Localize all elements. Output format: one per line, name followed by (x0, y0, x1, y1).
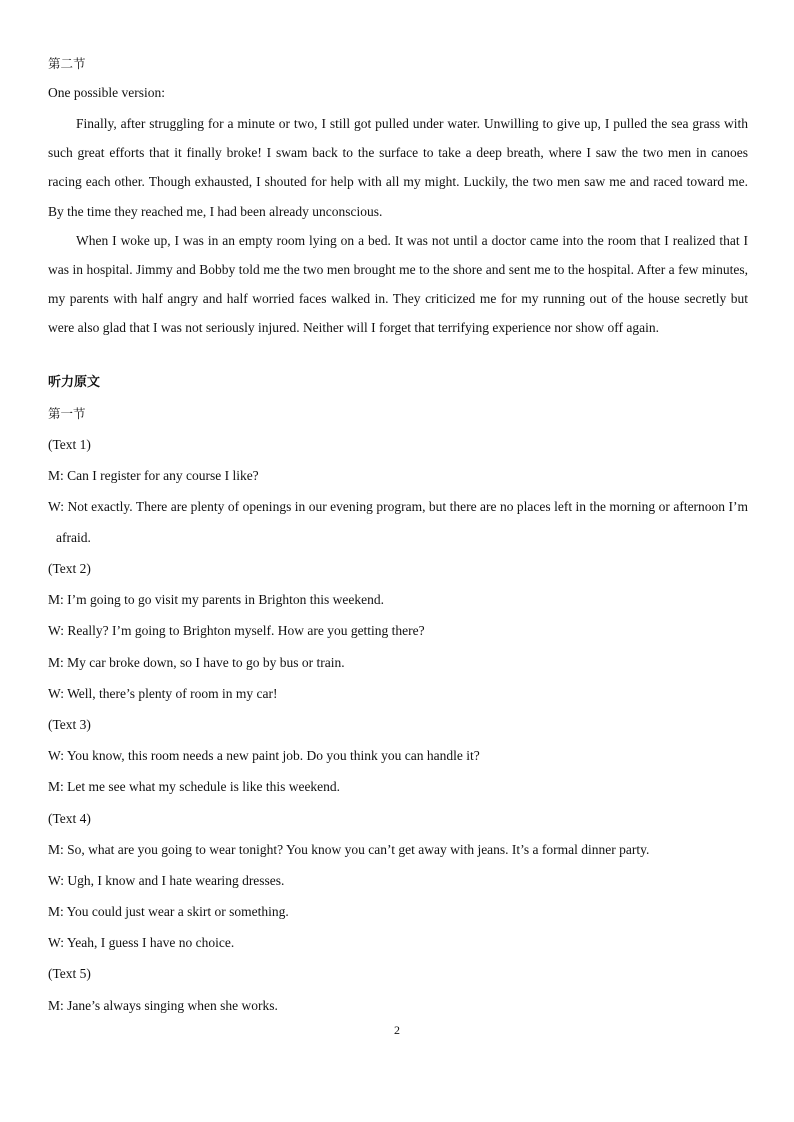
transcript-line: M: You could just wear a skirt or something. (48, 904, 289, 920)
document-page (48, 52, 748, 1021)
transcript-line: (Text 1) (48, 436, 91, 452)
transcript-line: W: Really? I’m going to Brighton myself. How are you getting there? (48, 623, 425, 639)
essay-paragraph-1: Finally, after struggling for a minute or two, I still got pulled under water. Unwilling to give up, I pulled the sea grass with such great efforts that it finally broke! I swam back to the surface to take a deep breath, where I saw the two men in canoes racing each other. Though exhausted, I shouted for help with all my might. Luckily, the two men saw me and raced toward me. By the time they reached me, I had been already unconscious. (48, 116, 748, 219)
transcript-line: (Text 5) (48, 966, 91, 982)
essay-paragraph-2: When I woke up, I was in an empty room lying on a bed. It was not until a doctor came into the room that I realized that I was in hospital. Jimmy and Bobby told me the two men brought me to the shore and sent me to the hospital. After a few minutes, my parents with half angry and half worried faces walked in. They criticized me for my running out of the house secretly but were also glad that I was not seriously injured. Neither will I forget that terrifying experience nor show off again. (48, 232, 748, 336)
intro-line: One possible version: (48, 85, 165, 100)
transcript-line: M: Can I register for any course I like? (48, 467, 259, 483)
transcript-line: M: So, what are you going to wear tonight? You know you can’t get away with jeans. It’s a formal dinner party. (48, 841, 650, 857)
page-number: 2 (394, 1023, 400, 1037)
spacer (48, 343, 748, 367)
transcript-line: M: My car broke down, so I have to go by bus or train. (48, 654, 345, 670)
transcript-line: (Text 3) (48, 716, 91, 732)
section-label-part1: 第一节 (48, 405, 86, 421)
transcript-line: W: Well, there’s plenty of room in my car! (48, 685, 278, 701)
section-label-part2: 第二节 (48, 56, 86, 71)
transcript-line: W: Yeah, I guess I have no choice. (48, 935, 235, 951)
transcript-line: M: Jane’s always singing when she works. (48, 997, 278, 1013)
transcript-heading: 听力原文 (48, 374, 101, 390)
transcript-line: M: Let me see what my schedule is like this weekend. (48, 779, 341, 795)
transcript-line: W: You know, this room needs a new paint job. Do you think you can handle it? (48, 748, 480, 764)
transcript-line: W: Ugh, I know and I hate wearing dresses. (48, 872, 285, 888)
transcript-line: (Text 2) (48, 561, 91, 576)
transcript-line: (Text 4) (48, 810, 91, 826)
transcript-line: M: I’m going to go visit my parents in Brighton this weekend. (48, 592, 384, 608)
transcript-line: W: Not exactly. There are plenty of openings in our evening program, but there are no places left in the morning or afternoon I’m afraid. (48, 499, 748, 545)
